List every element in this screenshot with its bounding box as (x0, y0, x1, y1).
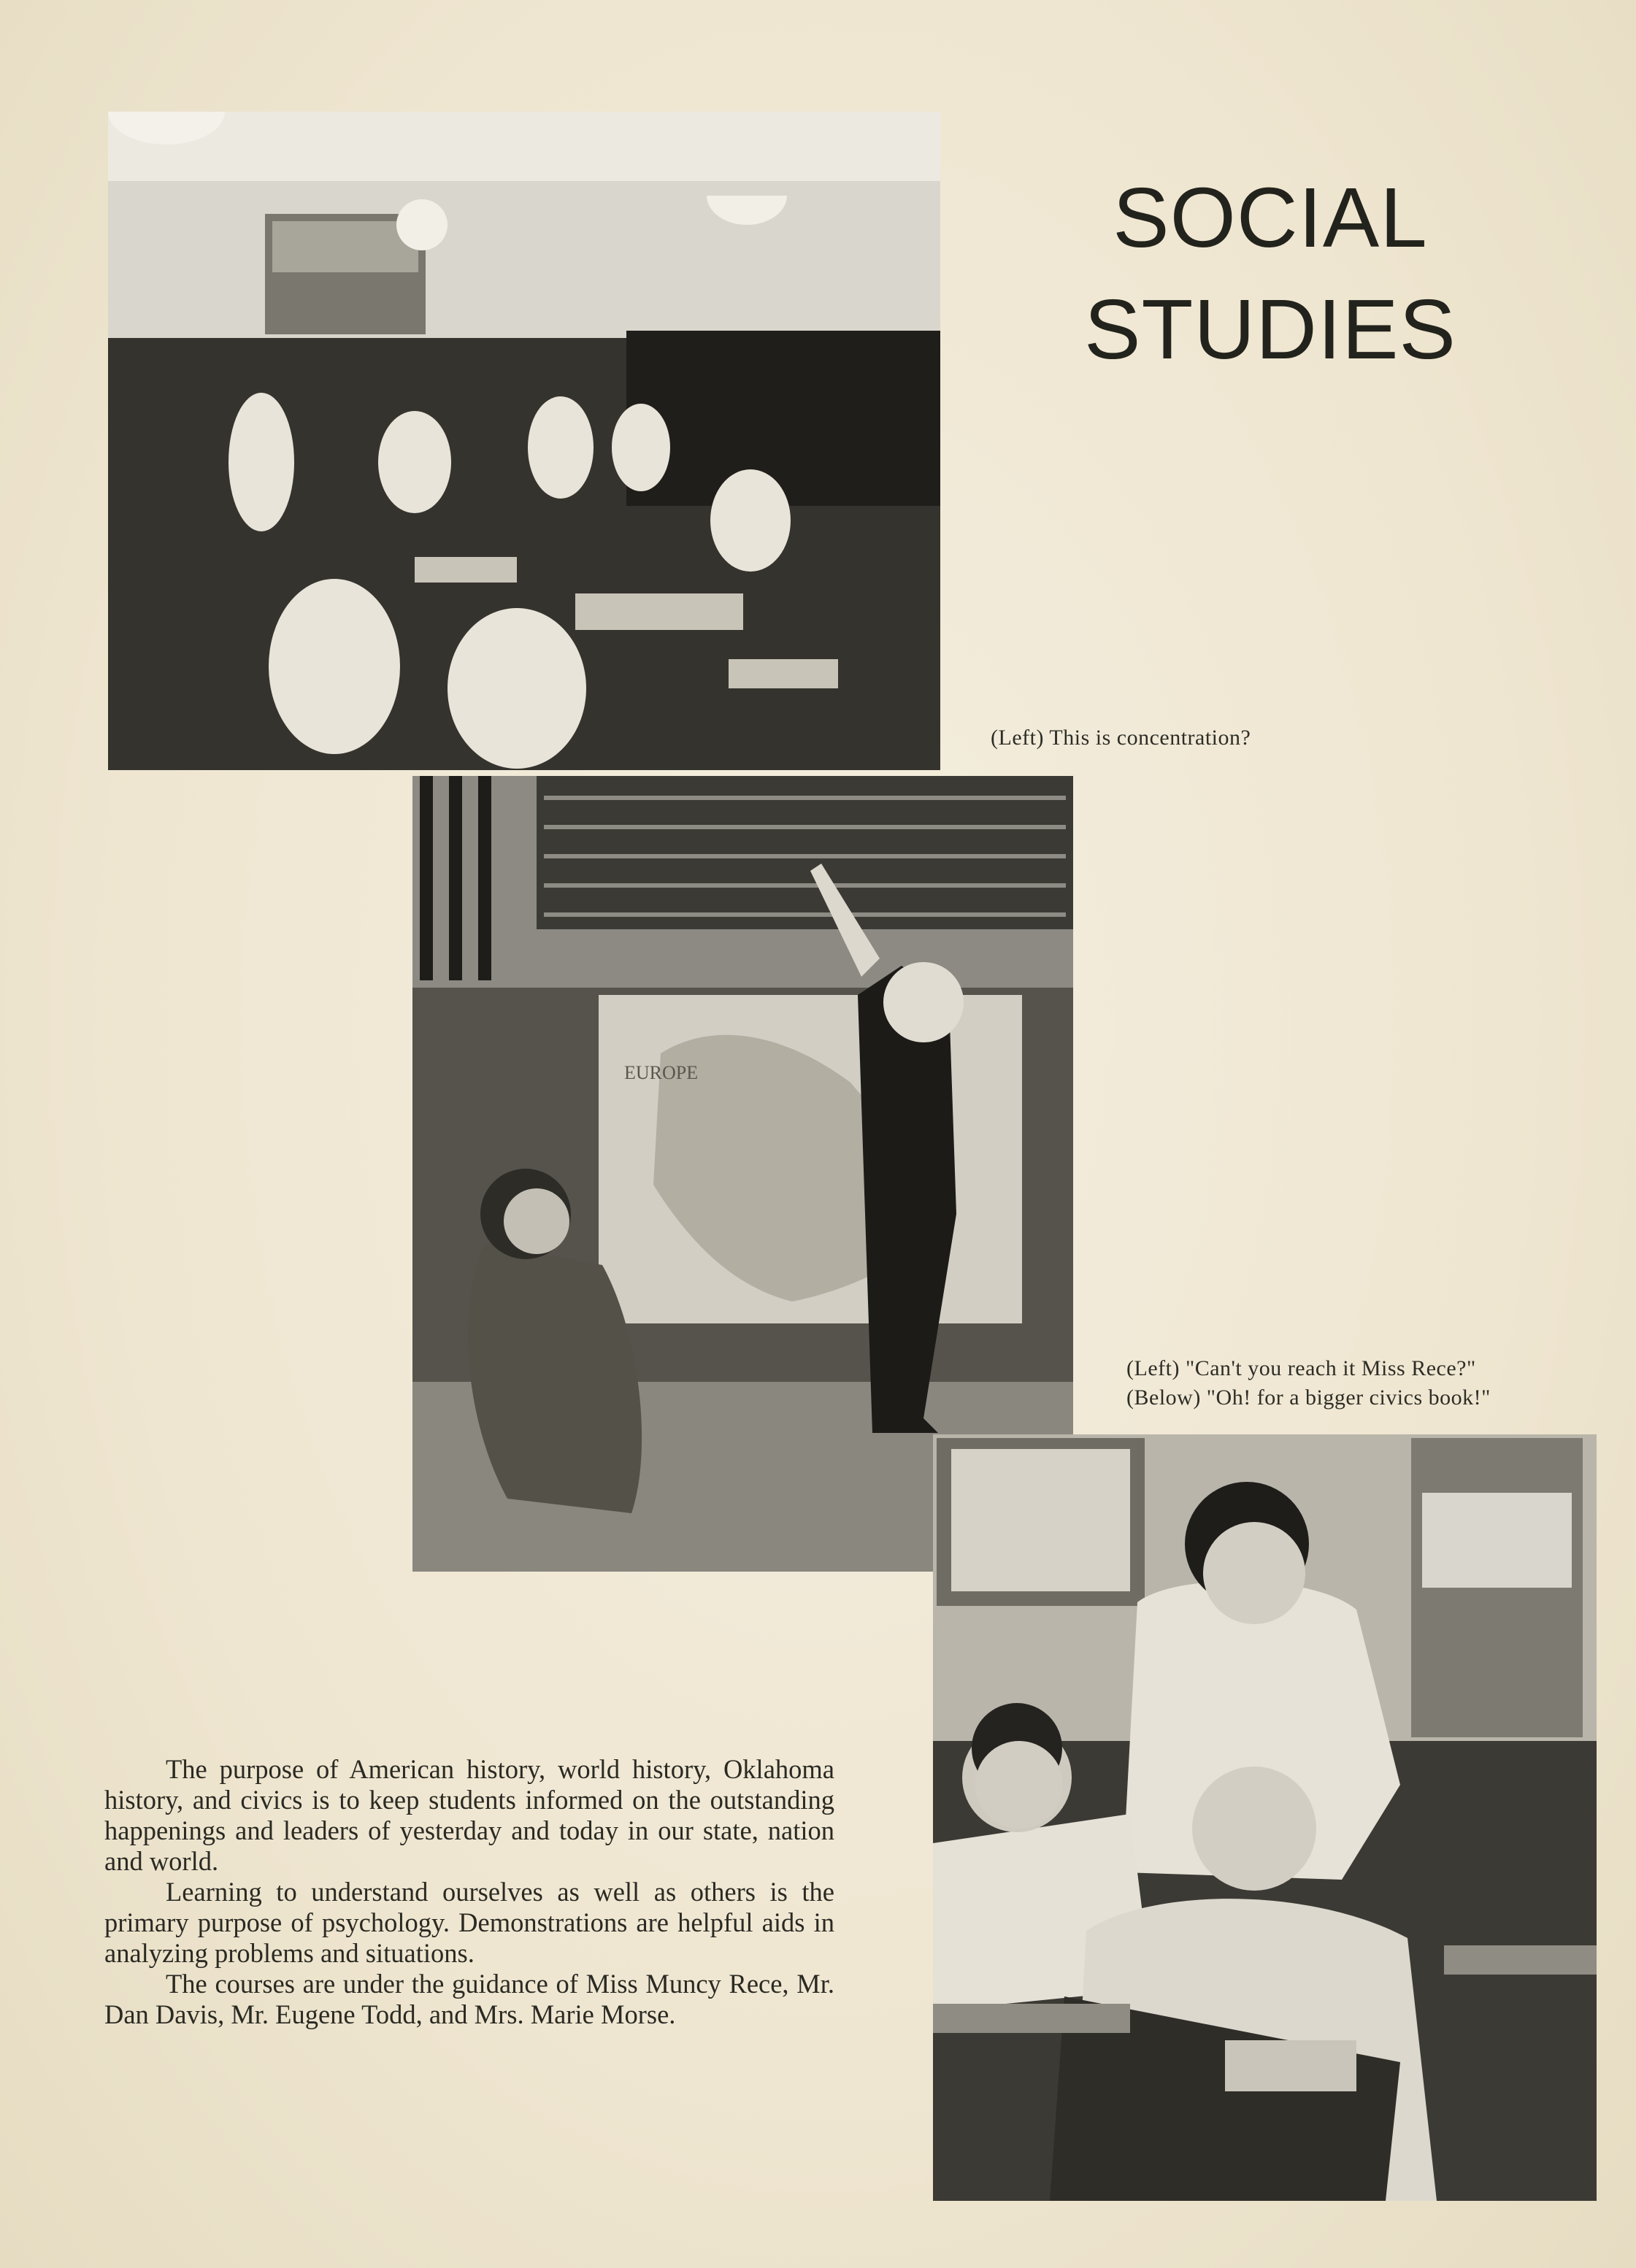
classroom-photo (108, 112, 940, 770)
body-text (104, 1754, 834, 2030)
body-paragraph: The purpose of American history, world history, Oklahoma history, and civics is to keep students informed on the outstanding happenings and leaders of yesterday and today in our state, nation and world. (104, 1754, 834, 1876)
body-paragraph: The courses are under the guidance of Miss Muncy Rece, Mr. Dan Davis, Mr. Eugene Todd, and Mrs. Marie Morse. (104, 1969, 834, 2029)
reading-caption: (Below) "Oh! for a bigger civics book!" (1126, 1385, 1491, 1410)
map-label: EUROPE (624, 1062, 699, 1083)
classroom-caption: (Left) This is concentration? (991, 726, 1251, 750)
page-title-line-2: STUDIES (1084, 282, 1456, 377)
reading-photo (933, 1434, 1597, 2201)
map-caption: (Left) "Can't you reach it Miss Rece?" (1126, 1356, 1476, 1380)
body-paragraph: Learning to understand ourselves as well as others is the primary purpose of psychology. Demonstrations are helpful aids in analyzing problems and situations. (104, 1877, 834, 1968)
page-title-line-1: SOCIAL (1113, 170, 1428, 265)
